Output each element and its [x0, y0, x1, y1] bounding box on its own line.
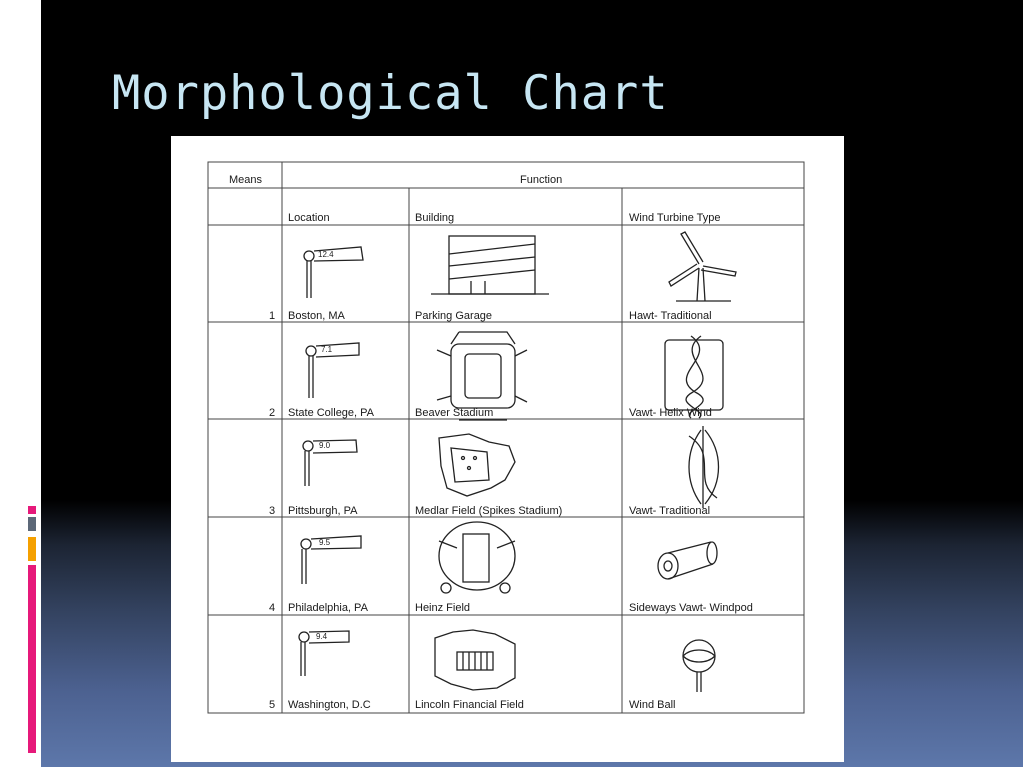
- row-4-number: 4: [269, 602, 276, 614]
- row-5-turbine: Wind Ball: [629, 699, 676, 711]
- row-4-flag-value-text: 9.5: [319, 538, 331, 547]
- row-5-sketches: [171, 136, 844, 762]
- function-header: Function: [520, 174, 563, 186]
- row-5-building: Lincoln Financial Field: [415, 699, 524, 711]
- column-header-location: Location: [288, 212, 330, 224]
- row-5-number: 5: [269, 699, 276, 711]
- column-header-turbine: Wind Turbine Type: [629, 212, 721, 224]
- row-3-flag-value-text: 9.0: [319, 441, 331, 450]
- row-1-building: Parking Garage: [415, 310, 493, 322]
- row-1-number: 1: [269, 310, 276, 322]
- morphological-chart-image: [171, 136, 844, 762]
- row-3-turbine: Vawt- Traditional: [629, 505, 711, 517]
- row-5-flag-value-text: 9.4: [316, 632, 328, 641]
- row-4-location: Philadelphia, PA: [288, 602, 368, 614]
- row-2-location: State College, PA: [288, 407, 375, 419]
- row-1-flag-value-text: 12.4: [318, 250, 334, 259]
- row-2-flag-value-text: 7.1: [321, 345, 333, 354]
- column-header-building: Building: [415, 212, 455, 224]
- row-3-location: Pittsburgh, PA: [288, 505, 358, 517]
- row-3-building: Medlar Field (Spikes Stadium): [415, 505, 563, 517]
- row-2-turbine: Vawt- Helix Wind: [629, 407, 712, 419]
- row-4-building: Heinz Field: [415, 602, 471, 614]
- means-header: Means: [229, 174, 263, 186]
- row-4-turbine: Sideways Vawt- Windpod: [629, 602, 753, 614]
- slide-title: Morphological Chart: [112, 66, 669, 121]
- row-1-turbine: Hawt- Traditional: [629, 310, 712, 322]
- row-1-location: Boston, MA: [288, 310, 345, 322]
- row-5-location: Washington, D.C: [288, 699, 371, 711]
- row-3-number: 3: [269, 505, 276, 517]
- row-2-building: Beaver Stadium: [415, 407, 494, 419]
- row-2-number: 2: [269, 407, 276, 419]
